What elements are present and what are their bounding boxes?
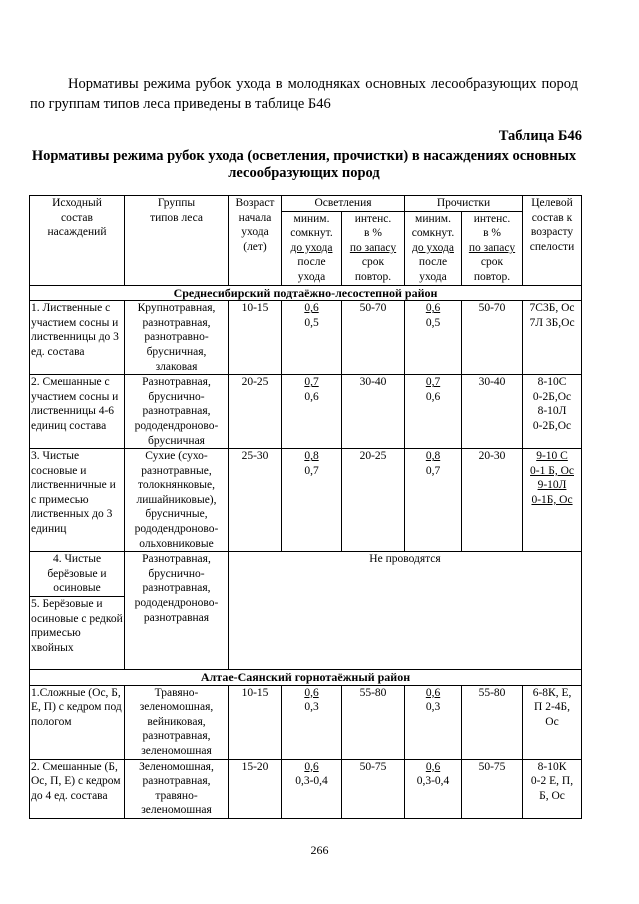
- cell-gruppy: Разнотравная, бруснично-разнотравная, рододендроново-разнотравная: [125, 552, 229, 670]
- table-number: Таблица Б46: [498, 128, 582, 144]
- norms-table: [29, 195, 582, 819]
- cell-pro-min: 0,8 0,7: [405, 449, 462, 552]
- cell-vozrast: 10-15: [229, 685, 282, 759]
- cell-gruppy: Разнотравная, бруснично-разнотравная, рододендроново-брусничная: [125, 375, 229, 449]
- header-vozrast: Возраст начала ухода (лет): [229, 196, 282, 286]
- cell-pro-min: 0,7 0,6: [405, 375, 462, 449]
- cell-pro-int: 30-40: [462, 375, 523, 449]
- table-row: [30, 375, 582, 449]
- cell-gruppy: Крупнотравная, разнотравная, разнотравно-брусничная, злаковая: [125, 301, 229, 375]
- cell-celevoy: 8-10К 0-2 Е, П, Б, Ос: [523, 759, 582, 818]
- cell-sostav: 1.Сложные (Ос, Б, Е, П) с кедром под пологом: [30, 685, 125, 759]
- cell-osv-int: 55-80: [342, 685, 405, 759]
- cell-pro-min: 0,6 0,3-0,4: [405, 759, 462, 818]
- cell-sostav: 4. Чистые берёзовые и осиновые: [30, 552, 125, 597]
- cell-gruppy: Зеленомошная, разнотравная, травяно-зеленомошная: [125, 759, 229, 818]
- table-row: [30, 301, 582, 375]
- cell-osv-int: 20-25: [342, 449, 405, 552]
- cell-sostav: 2. Смешанные (Б, Ос, П, Е) с кедром до 4 ед. состава: [30, 759, 125, 818]
- cell-vozrast: 20-25: [229, 375, 282, 449]
- table-row: [30, 552, 582, 597]
- header-row-1: [30, 196, 582, 212]
- cell-not-performed: Не проводятся: [229, 552, 582, 670]
- cell-gruppy: Сухие (сухо-разнотравные, толокнянковые, лишайниковые), брусничные, рододендроново-ольховниковые: [125, 449, 229, 552]
- header-osvetleniya: Осветления: [282, 196, 405, 212]
- cell-osv-min: 0,6 0,3-0,4: [282, 759, 342, 818]
- cell-osv-int: 30-40: [342, 375, 405, 449]
- cell-pro-int: 50-75: [462, 759, 523, 818]
- cell-celevoy: 9-10 С 0-1 Б, Ос 9-10Л 0-1Б, Ос: [523, 449, 582, 552]
- cell-osv-min: 0,7 0,6: [282, 375, 342, 449]
- cell-osv-int: 50-70: [342, 301, 405, 375]
- cell-sostav: 1. Лиственные с участием сосны и лиственницы до 3 ед. состава: [30, 301, 125, 375]
- cell-pro-int: 55-80: [462, 685, 523, 759]
- table-row: [30, 449, 582, 552]
- cell-osv-int: 50-75: [342, 759, 405, 818]
- cell-sostav: 5. Берёзовые и осиновые с редкой примесью хвойных: [30, 597, 125, 670]
- header-sostav: Исходный состав насаждений: [30, 196, 125, 286]
- header-gruppy: Группы типов леса: [125, 196, 229, 286]
- cell-celevoy: 6-8К, Е, П 2-4Б, Ос: [523, 685, 582, 759]
- header-osv-min: миним. сомкнут. до ухода после ухода: [282, 211, 342, 285]
- cell-pro-min: 0,6 0,3: [405, 685, 462, 759]
- cell-sostav: 2. Смешанные с участием сосны и лиственницы 4-6 единиц состава: [30, 375, 125, 449]
- cell-gruppy: Травяно-зеленомошная, вейниковая, разнотравная, зеленомошная: [125, 685, 229, 759]
- page-number: 266: [310, 843, 329, 857]
- header-pro-int: интенс. в % по запасу срок повтор.: [462, 211, 523, 285]
- table-title: Нормативы режима рубок ухода (осветления, прочистки) в насаждениях основных лесообразующих пород: [31, 148, 577, 181]
- cell-pro-int: 50-70: [462, 301, 523, 375]
- cell-vozrast: 10-15: [229, 301, 282, 375]
- region-1-title: Среднесибирский подтаёжно-лесостепной район: [30, 285, 582, 301]
- cell-celevoy: 8-10С 0-2Б,Ос 8-10Л 0-2Б,Ос: [523, 375, 582, 449]
- cell-celevoy: 7С3Б, Ос 7Л 3Б,Ос: [523, 301, 582, 375]
- cell-pro-min: 0,6 0,5: [405, 301, 462, 375]
- header-pro-min: миним. сомкнут. до ухода после ухода: [405, 211, 462, 285]
- cell-osv-min: 0,8 0,7: [282, 449, 342, 552]
- intro-paragraph: Нормативы режима рубок ухода в молодняках основных лесообразующих пород по группам типов леса приведены в таблице Б46: [30, 76, 578, 112]
- cell-sostav: 3. Чистые сосновые и лиственничные и с примесью лиственных до 3 единиц: [30, 449, 125, 552]
- region-2-title: Алтае-Саянский горнотаёжный район: [30, 670, 582, 686]
- header-osv-int: интенс. в % по запасу срок повтор.: [342, 211, 405, 285]
- cell-osv-min: 0,6 0,3: [282, 685, 342, 759]
- table-row: [30, 759, 582, 818]
- header-celevoy: Целевой состав к возрасту спелости: [523, 196, 582, 286]
- header-prochistki: Прочистки: [405, 196, 523, 212]
- cell-vozrast: 25-30: [229, 449, 282, 552]
- cell-vozrast: 15-20: [229, 759, 282, 818]
- cell-osv-min: 0,6 0,5: [282, 301, 342, 375]
- region-row: [30, 285, 582, 301]
- cell-pro-int: 20-30: [462, 449, 523, 552]
- region-row: [30, 670, 582, 686]
- table-row: [30, 685, 582, 759]
